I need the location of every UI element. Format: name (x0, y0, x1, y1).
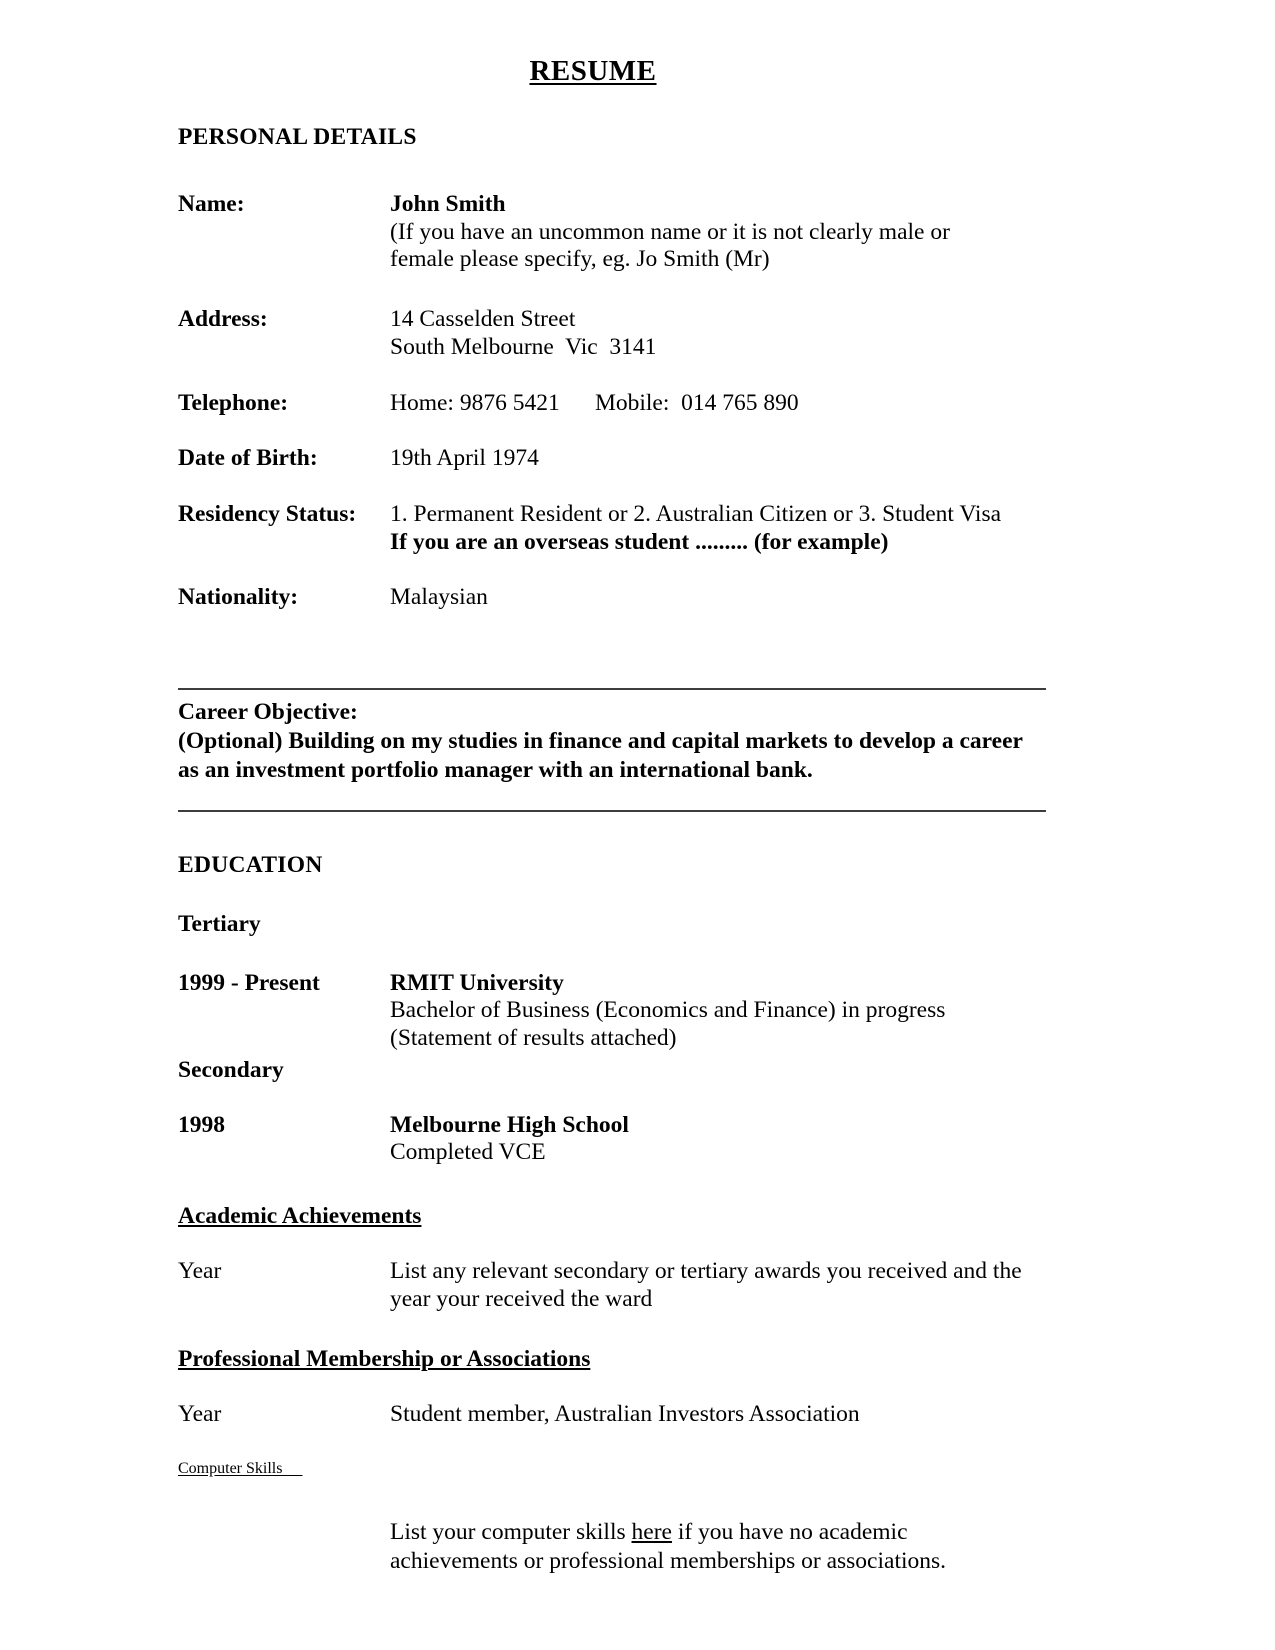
academic-achievements-row (178, 1258, 1046, 1313)
education-secondary-detail-1: Completed VCE (390, 1139, 546, 1166)
detail-value-residency-line-2: If you are an overseas student ......... (for example) (390, 528, 889, 555)
education-secondary-details (390, 1112, 1046, 1167)
detail-row-address (178, 306, 1046, 361)
section-heading-academic-achievements: Academic Achievements (178, 1203, 422, 1230)
education-secondary-label: Secondary (178, 1056, 284, 1083)
career-objective-line-2: as an investment portfolio manager with an international bank. (178, 757, 813, 784)
education-tertiary-institution: RMIT University (390, 969, 564, 996)
career-objective-line-1: (Optional) Building on my studies in finance and capital markets to develop a career (178, 728, 1023, 755)
professional-membership-line-1: Student member, Australian Investors Association (390, 1400, 860, 1427)
detail-value-telephone-line-1: Home: 9876 5421 Mobile: 014 765 890 (390, 389, 799, 416)
education-tertiary-label: Tertiary (178, 910, 261, 937)
detail-value-address-line-2: South Melbourne Vic 3141 (390, 333, 657, 360)
computer-skills-paragraph (390, 1518, 1046, 1575)
detail-label-address: Address: (178, 306, 268, 333)
career-objective-block (178, 698, 1046, 785)
professional-membership-year-label: Year (178, 1400, 222, 1427)
education-entry-secondary (178, 1112, 1046, 1167)
detail-row-date-of-birth (178, 445, 1046, 473)
detail-value-nationality (390, 584, 1046, 612)
detail-label-date-of-birth: Date of Birth: (178, 445, 318, 472)
section-heading-computer-skills: Computer Skills (178, 1460, 303, 1478)
computer-skills-here-link[interactable]: here (631, 1519, 672, 1546)
education-secondary-institution: Melbourne High School (390, 1111, 629, 1138)
detail-value-address-line-1: 14 Casselden Street (390, 306, 576, 333)
detail-row-name (178, 191, 1046, 274)
career-objective-heading: Career Objective: (178, 699, 358, 726)
section-heading-education: EDUCATION (178, 851, 323, 878)
education-secondary-years: 1998 (178, 1111, 225, 1138)
academic-achievements-year-label: Year (178, 1258, 222, 1285)
professional-membership-row (178, 1401, 1046, 1429)
detail-label-name: Name: (178, 191, 245, 217)
education-entry-tertiary (178, 970, 1046, 1053)
section-heading-personal-details: PERSONAL DETAILS (178, 124, 417, 150)
detail-value-residency-status (390, 501, 1046, 556)
detail-value-date-of-birth (390, 445, 1046, 473)
detail-value-name-bold: John Smith (390, 191, 506, 217)
detail-row-residency-status (178, 501, 1046, 556)
detail-value-name-note-2: female please specify, eg. Jo Smith (Mr) (390, 246, 770, 273)
detail-value-name (390, 191, 1046, 274)
education-tertiary-detail-1: Bachelor of Business (Economics and Finance) in progress (390, 997, 946, 1024)
detail-value-residency-line-1: 1. Permanent Resident or 2. Australian Citizen or 3. Student Visa (390, 501, 1002, 528)
computer-skills-text-before: List your computer skills (390, 1519, 632, 1546)
page-title-text: RESUME (529, 55, 657, 87)
page-title (178, 0, 1046, 88)
detail-value-address (390, 306, 1046, 361)
detail-value-date-of-birth-line-1: 19th April 1974 (390, 445, 539, 472)
detail-value-name-note-1: (If you have an uncommon name or it is not clearly male or (390, 218, 950, 245)
detail-value-telephone (390, 390, 1046, 418)
education-tertiary-details (390, 970, 1046, 1053)
detail-row-nationality (178, 584, 1046, 612)
computer-skills-text-after: if you have no academic (671, 1519, 908, 1546)
detail-label-telephone: Telephone: (178, 389, 289, 416)
computer-skills-line-2: achievements or professional memberships or associations. (390, 1547, 947, 1574)
section-heading-academic-achievements-wrap (178, 1203, 1046, 1230)
detail-value-nationality-line-1: Malaysian (390, 584, 488, 611)
section-heading-professional-membership: Professional Membership or Associations (178, 1345, 591, 1372)
detail-label-nationality: Nationality: (178, 584, 299, 611)
education-tertiary-detail-2: (Statement of results attached) (390, 1025, 677, 1051)
education-tertiary-years: 1999 - Present (178, 969, 320, 996)
detail-row-telephone (178, 390, 1046, 418)
academic-achievements-text (390, 1258, 1046, 1313)
resume-content (178, 0, 1046, 1576)
academic-achievements-line-2: year your received the ward (390, 1285, 653, 1312)
professional-membership-text (390, 1401, 1046, 1429)
academic-achievements-line-1: List any relevant secondary or tertiary awards you received and the (390, 1258, 1022, 1285)
detail-label-residency-status: Residency Status: (178, 501, 357, 528)
section-heading-professional-membership-wrap (178, 1346, 1046, 1373)
section-heading-computer-skills-wrap (178, 1460, 1046, 1478)
